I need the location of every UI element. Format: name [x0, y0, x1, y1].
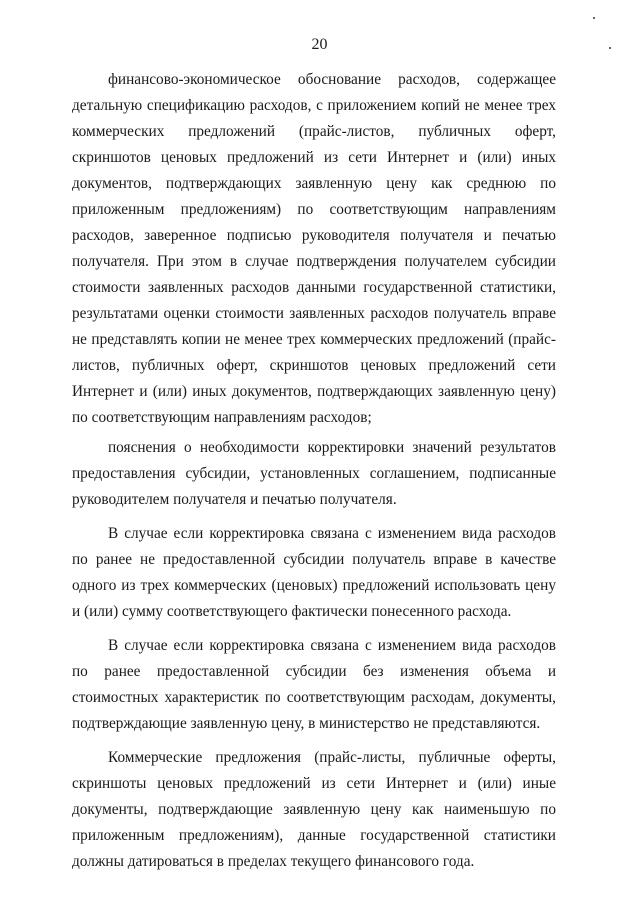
- paragraph-provided-subsidy: В случае если корректировка связана с изменением вида расходов по ранее предоставленной субсидии без изменения объема и стоимостных характеристик по соответствующим расходам, документы, подтверждающие заявленную цену, в министерство не представляются.: [72, 637, 556, 732]
- page-number: 20: [311, 36, 328, 53]
- paragraph-commercial-offers-dating: Коммерческие предложения (прайс-листы, публичные оферты, скриншоты ценовых предложений из сети Интернет и (или) иные документы, подтверждающие заявленную цену как наименьшую по приложенным предложениям), данные государственной статистики должны датироваться в пределах текущего финансового года.: [72, 749, 556, 870]
- paragraph-financial-justification: финансово-экономическое обоснование расходов, содержащее детальную спецификацию расходов, с приложением копий не менее трех коммерческих предложений (прайс-листов, публичных оферт, скриншотов ценовых предложений из сети Интернет и (или) иных документов, подтверждающих заявленную цену как среднюю по приложенным предложениям) по соответствующим направлениям расходов, заверенное подписью руководителя получателя и печатью получателя. При этом в случае подтверждения получателем субсидии стоимости заявленных расходов данными государственной статистики, результатами оценки стоимости заявленных расходов получатель вправе не представлять копии не менее трех коммерческих предложений (прайс-листов, публичных оферт, скриншотов ценовых предложений сети Интернет и (или) иных документов, подтверждающих заявленную цену) по соответствующим направлениям расходов;: [72, 71, 556, 426]
- paragraph-not-provided-subsidy: В случае если корректировка связана с изменением вида расходов по ранее не предоставленной субсидии получатель вправе в качестве одного из трех коммерческих (ценовых) предложений использовать цену и (или) сумму соответствующего фактически понесенного расхода.: [72, 525, 556, 620]
- document-body: [72, 67, 556, 875]
- scan-speck: [609, 47, 611, 49]
- scan-speck: [593, 17, 595, 19]
- paragraph-adjustment-explanation: пояснения о необходимости корректировки значений результатов предоставления субсидии, установленных соглашением, подписанные руководителем получателя и печатью получателя.: [72, 439, 556, 508]
